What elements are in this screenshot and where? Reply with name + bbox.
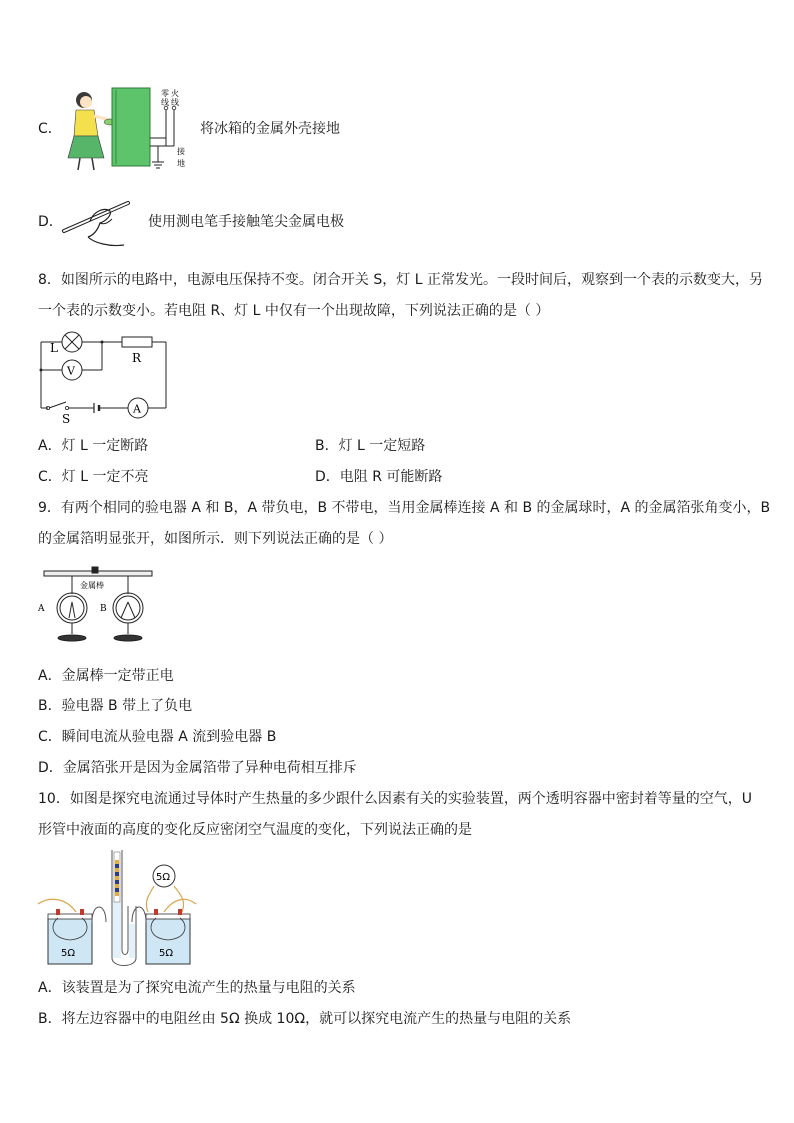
q8-option-d: D．电阻 R 可能断路: [315, 469, 443, 485]
q9-option-c: C．瞬间电流从验电器 A 流到验电器 B: [38, 729, 277, 745]
voltmeter-label: V: [67, 364, 75, 378]
line-label-2: 线: [171, 98, 179, 107]
heating-experiment-figure: [36, 846, 200, 968]
q8-stem-line2: 一个表的示数变小。若电阻 R、灯 L 中仅有一个出现故障，下列说法正确的是（ ）: [38, 303, 550, 319]
ground-label-2: 地: [177, 159, 185, 168]
q8-circuit-diagram: [36, 328, 170, 424]
ground-label-1: 接: [177, 147, 185, 156]
q7-option-c-text: 将冰箱的金属外壳接地: [200, 121, 340, 137]
q7-option-d-text: 使用测电笔手接触笔尖金属电极: [148, 214, 344, 230]
electroscope-b-label: B: [100, 604, 107, 614]
q7-option-c-letter: C．: [38, 121, 62, 137]
switch-label: S: [62, 412, 71, 424]
q8-stem-line1: 8．如图所示的电路中，电源电压保持不变。闭合开关 S，灯 L 正常发光。一段时间后，观察到一个表的示数变大，另: [38, 272, 763, 288]
test-pen-figure: [60, 193, 140, 249]
q10-option-b: B．将左边容器中的电阻丝由 5Ω 换成 10Ω，就可以探究电流产生的热量与电阻的关系: [38, 1011, 572, 1027]
line-label-1: 线: [161, 98, 169, 107]
left-resistor-label: 5Ω: [61, 948, 76, 959]
q10-stem-line2: 形管中液面的高度的变化反应密闭空气温度的变化，下列说法正确的是: [38, 822, 472, 838]
q9-option-a: A．金属棒一定带正电: [38, 668, 174, 684]
top-resistor-label: 5Ω: [156, 872, 171, 883]
q7-option-d-letter: D．: [38, 214, 63, 230]
electroscope-a-label: A: [38, 604, 45, 614]
q8-option-a: A．灯 L 一定断路: [38, 438, 149, 454]
metal-rod-label: 金属棒: [80, 581, 104, 590]
q9-option-d: D．金属箔张开是因为金属箔带了异种电荷相互排斥: [38, 760, 357, 776]
q10-stem-line1: 10．如图是探究电流通过导体时产生热量的多少跟什么因素有关的实验装置，两个透明容器中密封着等量的空气，U: [38, 791, 753, 807]
zero-label: 零: [161, 89, 169, 98]
resistor-label: R: [132, 351, 142, 365]
fridge-body: [112, 88, 150, 166]
fire-label: 火: [171, 89, 179, 98]
ammeter-label: A: [133, 402, 141, 416]
q9-stem-line2: 的金属箔明显张开，如图所示．则下列说法正确的是（ ）: [38, 531, 393, 547]
girl-illustration: [68, 92, 116, 170]
fridge-grounding-figure: [64, 86, 194, 176]
q10-option-a: A．该装置是为了探究电流产生的热量与电阻的关系: [38, 980, 356, 996]
q9-stem-line1: 9．有两个相同的验电器 A 和 B，A 带负电，B 不带电，当用金属棒连接 A 和 B 的金属球时，A 的金属箔张角变小，B: [38, 500, 771, 516]
q8-option-b: B．灯 L 一定短路: [315, 438, 426, 454]
right-resistor-label: 5Ω: [159, 948, 174, 959]
q9-option-b: B．验电器 B 带上了负电: [38, 698, 193, 714]
lamp-label: L: [50, 341, 58, 355]
electroscope-figure: [36, 566, 160, 648]
q8-option-c: C．灯 L 一定不亮: [38, 469, 149, 485]
